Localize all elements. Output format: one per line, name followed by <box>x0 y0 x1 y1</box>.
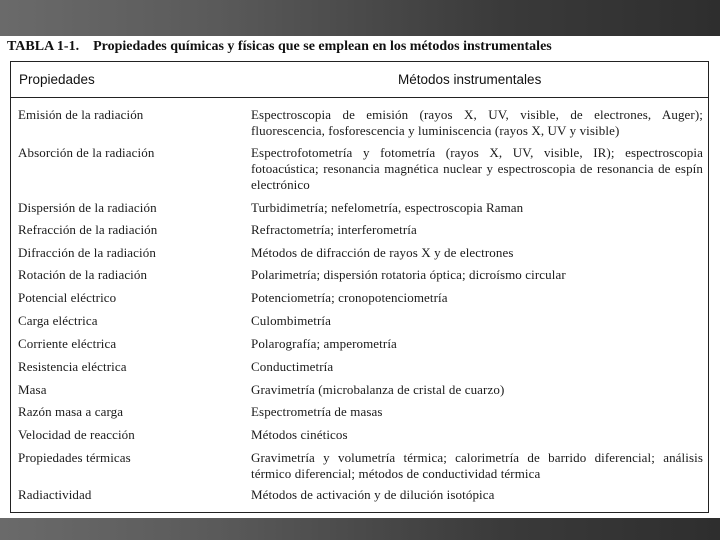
row-property: Potencial eléctrico <box>18 290 117 305</box>
row-methods: Métodos cinéticos <box>251 427 348 442</box>
row-property: Masa <box>18 382 47 397</box>
row-methods: Refractometría; interferometría <box>251 222 417 237</box>
row-methods: Gravimetría (microbalanza de cristal de cuarzo) <box>251 382 505 397</box>
row-methods: Culombimetría <box>251 313 332 328</box>
row-property: Razón masa a carga <box>18 404 124 419</box>
row-methods: Espectroscopia de emisión (rayos X, UV, visible, de electrones, Auger); fluorescencia, fosforescencia y luminiscencia (rayos X, UV y visible) <box>251 107 703 138</box>
table-caption <box>7 39 713 55</box>
row-methods: Métodos de activación y de dilución isotópica <box>251 487 495 502</box>
row-methods: Potenciometría; cronopotenciometría <box>251 290 448 305</box>
header-properties: Propiedades <box>19 72 95 87</box>
row-property: Emisión de la radiación <box>18 107 144 122</box>
row-property: Difracción de la radiación <box>18 245 156 260</box>
properties-table <box>10 61 709 513</box>
row-property: Propiedades térmicas <box>18 450 131 465</box>
row-property: Radiactividad <box>18 487 92 502</box>
table-number: TABLA 1-1. <box>7 39 80 54</box>
slide-top-band <box>0 0 720 36</box>
slide-bottom-band <box>0 518 720 540</box>
header-methods: Métodos instrumentales <box>398 72 542 87</box>
row-property: Dispersión de la radiación <box>18 200 157 215</box>
row-methods: Espectrofotometría y fotometría (rayos X, UV, visible, IR); espectroscopia fotoacústica; resonancia magnética nuclear y espectroscopia de resonancia de espín electrónico <box>251 145 703 192</box>
row-methods: Turbidimetría; nefelometría, espectroscopia Raman <box>251 200 524 215</box>
table-title: Propiedades químicas y físicas que se emplean en los métodos instrumentales <box>93 39 552 54</box>
row-property: Refracción de la radiación <box>18 222 158 237</box>
row-property: Absorción de la radiación <box>18 145 155 160</box>
row-methods: Métodos de difracción de rayos X y de electrones <box>251 245 514 260</box>
row-methods: Espectrometría de masas <box>251 404 383 419</box>
row-methods: Polarimetría; dispersión rotatoria óptica; dicroísmo circular <box>251 267 566 282</box>
row-methods: Gravimetría y volumetría térmica; calorimetría de barrido diferencial; análisis térmico diferencial; métodos de conductividad térmica <box>251 450 703 481</box>
row-property: Carga eléctrica <box>18 313 98 328</box>
row-property: Corriente eléctrica <box>18 336 117 351</box>
row-property: Rotación de la radiación <box>18 267 148 282</box>
row-property: Resistencia eléctrica <box>18 359 127 374</box>
row-methods: Polarografía; amperometría <box>251 336 397 351</box>
table-header-row <box>11 62 708 98</box>
row-methods: Conductimetría <box>251 359 334 374</box>
row-property: Velocidad de reacción <box>18 427 135 442</box>
